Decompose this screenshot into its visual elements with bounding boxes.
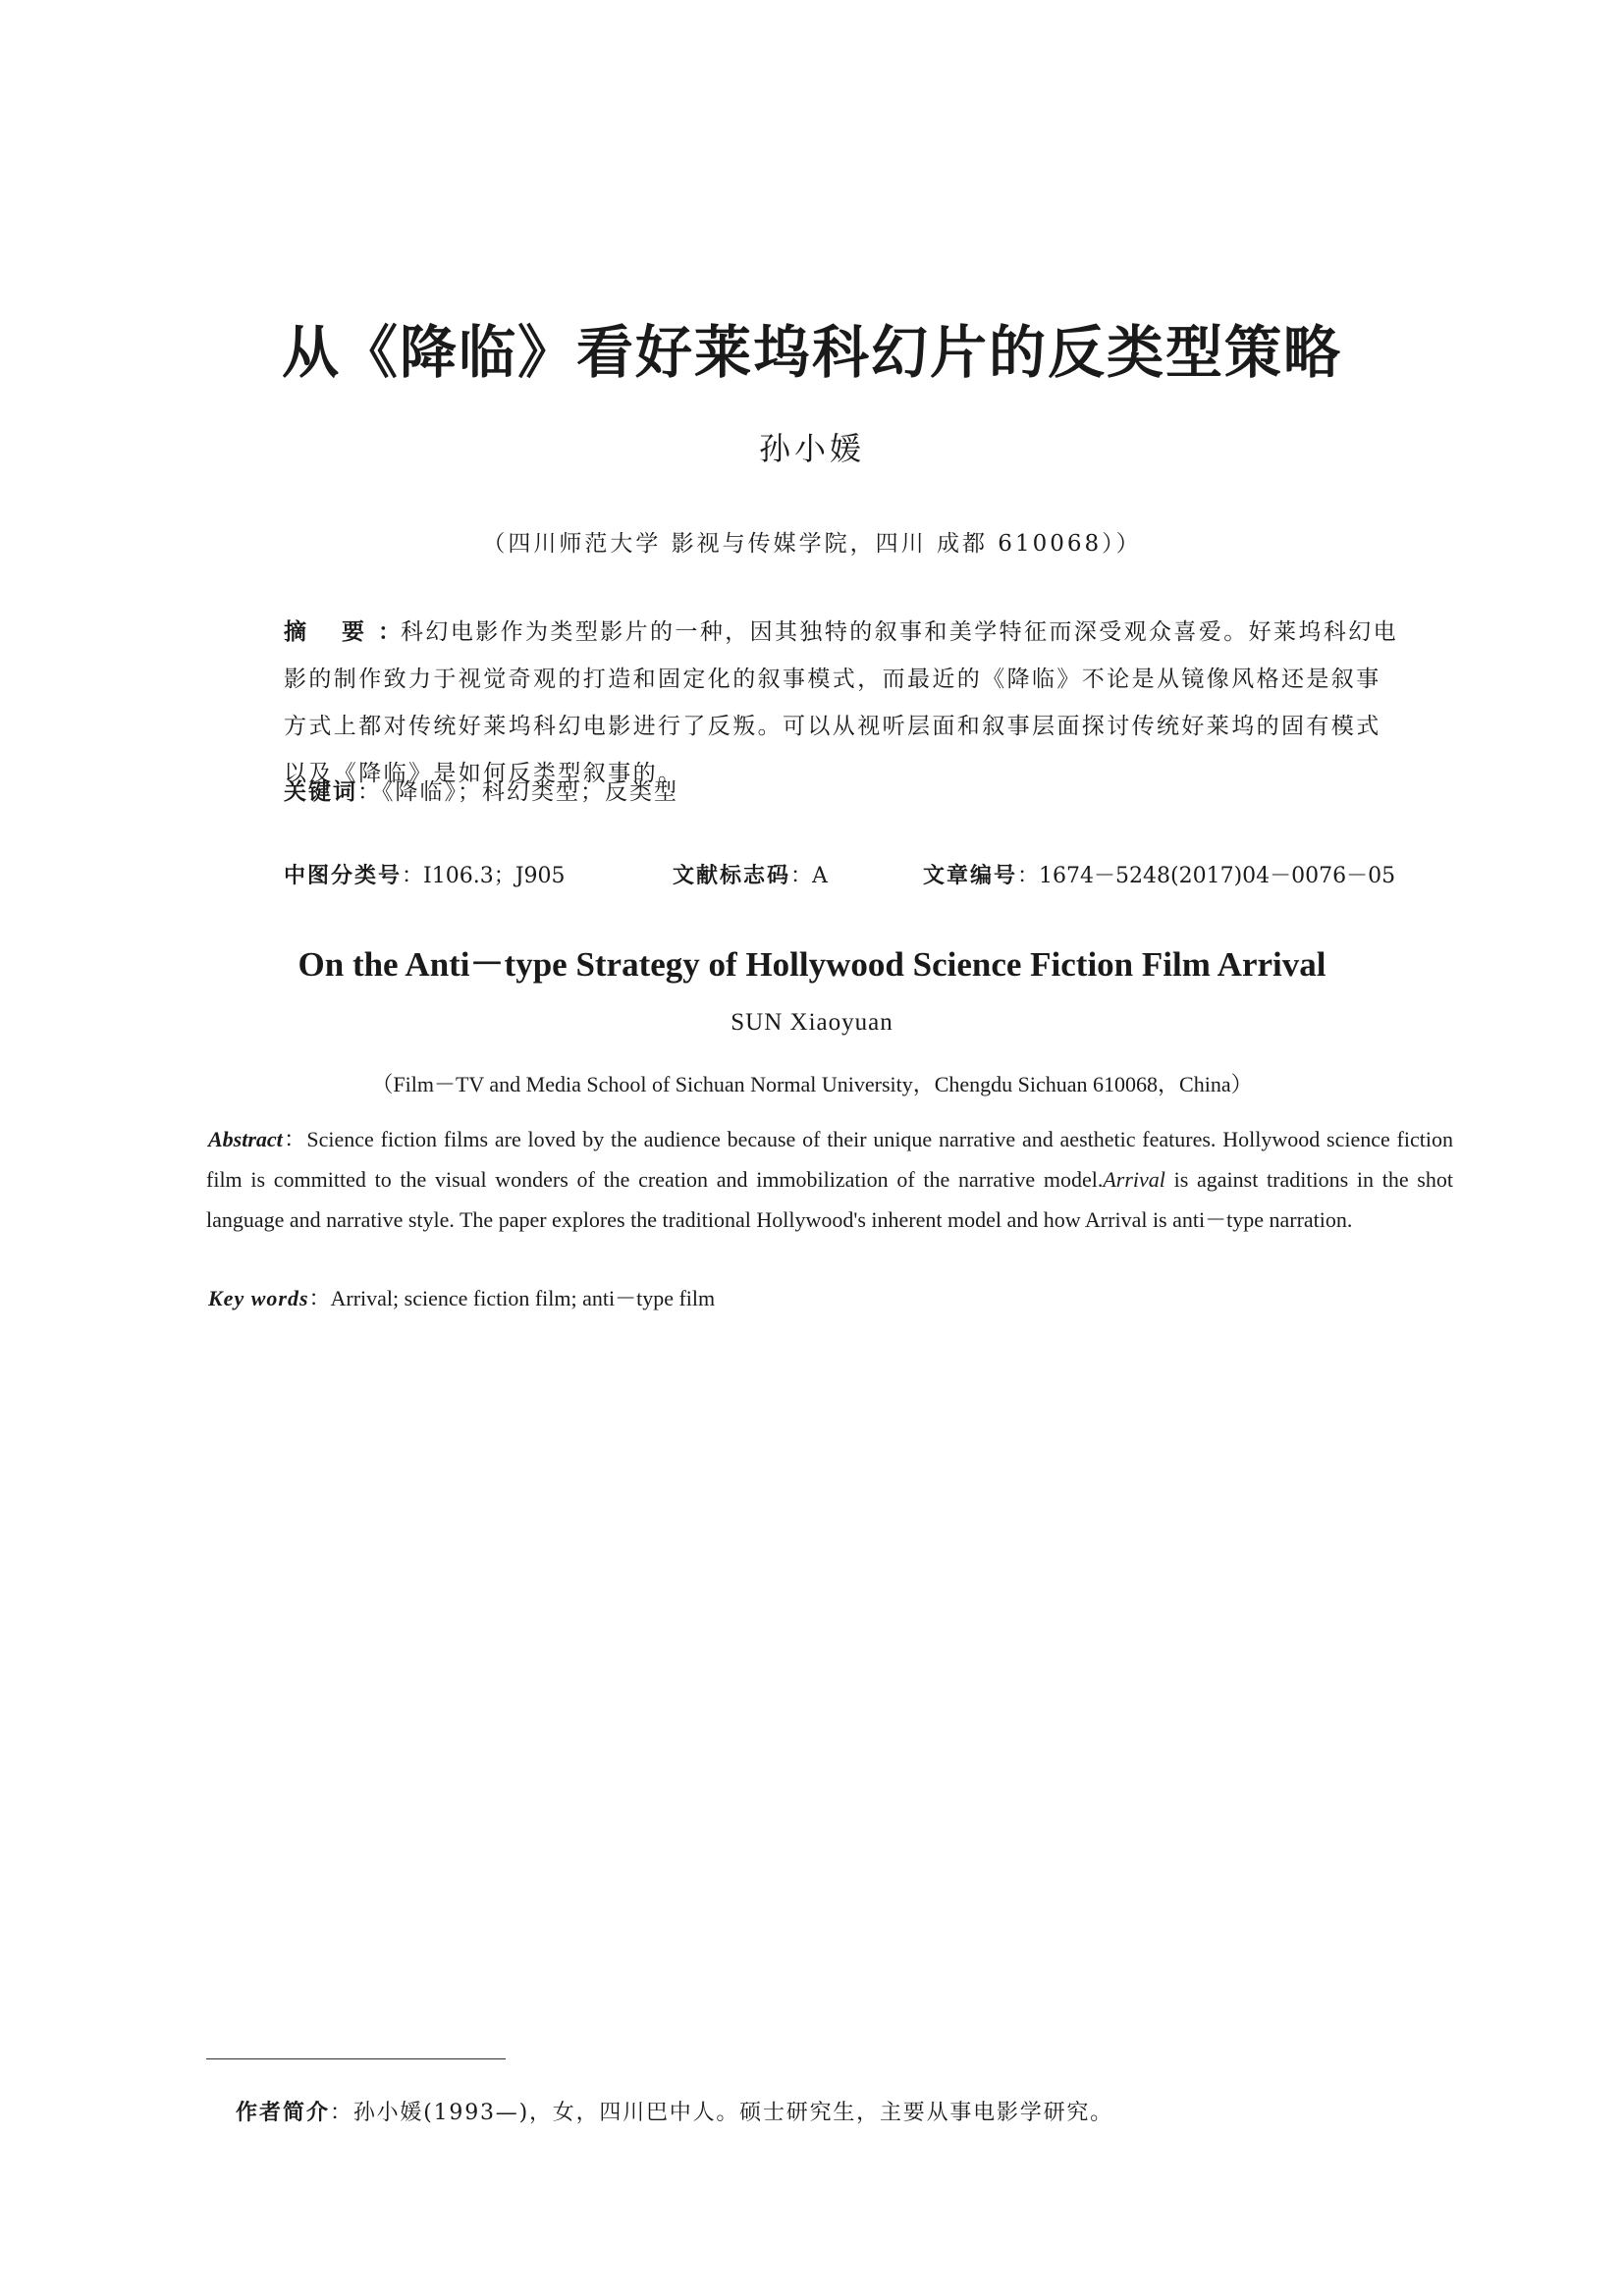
chinese-abstract-text: 科幻电影作为类型影片的一种，因其独特的叙事和美学特征而深受观众喜爱。好莱坞科幻电影的制作致力于视觉奇观的打造和固定化的叙事模式，而最近的《降临》不论是从镜像风格还是叙事方式上都对传统好莱坞科幻电影进行了反叛。可以从视听层面和叙事层面探讨传统好莱坞的固有模式以及《降临》是如何反类型叙事的。 bbox=[284, 619, 1399, 786]
footnote-text: 孙小媛(1993—)，女，四川巴中人。硕士研究生，主要从事电影学研究。 bbox=[352, 2101, 1113, 2125]
english-abstract-colon: ： bbox=[282, 1127, 307, 1151]
english-affiliation: （Film－TV and Media School of Sichuan Normal University，Chengdu Sichuan 610068，China） bbox=[371, 1072, 1253, 1096]
footnote-colon: ： bbox=[330, 2101, 353, 2125]
chinese-keywords-text: 《降临》；科幻类型；反类型 bbox=[382, 779, 678, 805]
chinese-abstract-label: 摘 要： bbox=[284, 619, 402, 645]
document-code bbox=[673, 859, 828, 889]
english-author: SUN Xiaoyuan bbox=[731, 1009, 893, 1036]
clc-value: ：I106.3；J905 bbox=[402, 864, 566, 888]
chinese-keywords-colon: ： bbox=[357, 779, 382, 805]
footnote-divider bbox=[206, 2058, 506, 2059]
article-number bbox=[923, 859, 1395, 889]
english-abstract bbox=[206, 1119, 1453, 1240]
english-abstract-text-1: Science fiction films are loved by the audience because of their unique narrative and aesthetic features. Hollywood science fiction film is committed to the visual wonders of the creation and immobilization of the narrative model. bbox=[206, 1127, 1453, 1192]
english-keywords-colon: ： bbox=[308, 1286, 331, 1310]
english-keywords-label: Key words bbox=[208, 1286, 309, 1310]
chinese-author: 孙小媛 bbox=[758, 430, 865, 467]
article-number-label: 文章编号 bbox=[923, 864, 1018, 888]
chinese-keywords bbox=[284, 774, 678, 806]
english-title: On the Anti－type Strategy of Hollywood Science Fiction Film Arrival bbox=[298, 945, 1326, 984]
english-abstract-film-title: Arrival bbox=[1103, 1167, 1165, 1192]
author-footnote bbox=[236, 2096, 1113, 2126]
english-abstract-label: Abstract bbox=[208, 1127, 283, 1151]
chinese-title: 从《降临》看好莱坞科幻片的反类型策略 bbox=[281, 319, 1342, 386]
clc-number bbox=[284, 859, 566, 889]
article-number-value: ：1674－5248(2017)04－0076－05 bbox=[1017, 864, 1396, 888]
document-code-value: ：A bbox=[790, 864, 828, 888]
chinese-abstract bbox=[284, 609, 1403, 797]
english-keywords bbox=[208, 1282, 715, 1312]
english-keywords-text: Arrival; science fiction film; anti－type film bbox=[330, 1286, 716, 1310]
footnote-label: 作者简介 bbox=[236, 2101, 331, 2125]
chinese-keywords-label: 关键词 bbox=[284, 779, 357, 805]
english-abstract-text-2: is against traditions in the shot language and narrative style. The paper explores the traditional Hollywood's inherent model and how Arrival is anti－type narration. bbox=[206, 1167, 1453, 1232]
document-code-label: 文献标志码 bbox=[673, 864, 791, 888]
clc-label: 中图分类号 bbox=[284, 864, 403, 888]
chinese-affiliation: （四川师范大学 影视与传媒学院，四川 成都 610068）） bbox=[482, 531, 1142, 557]
